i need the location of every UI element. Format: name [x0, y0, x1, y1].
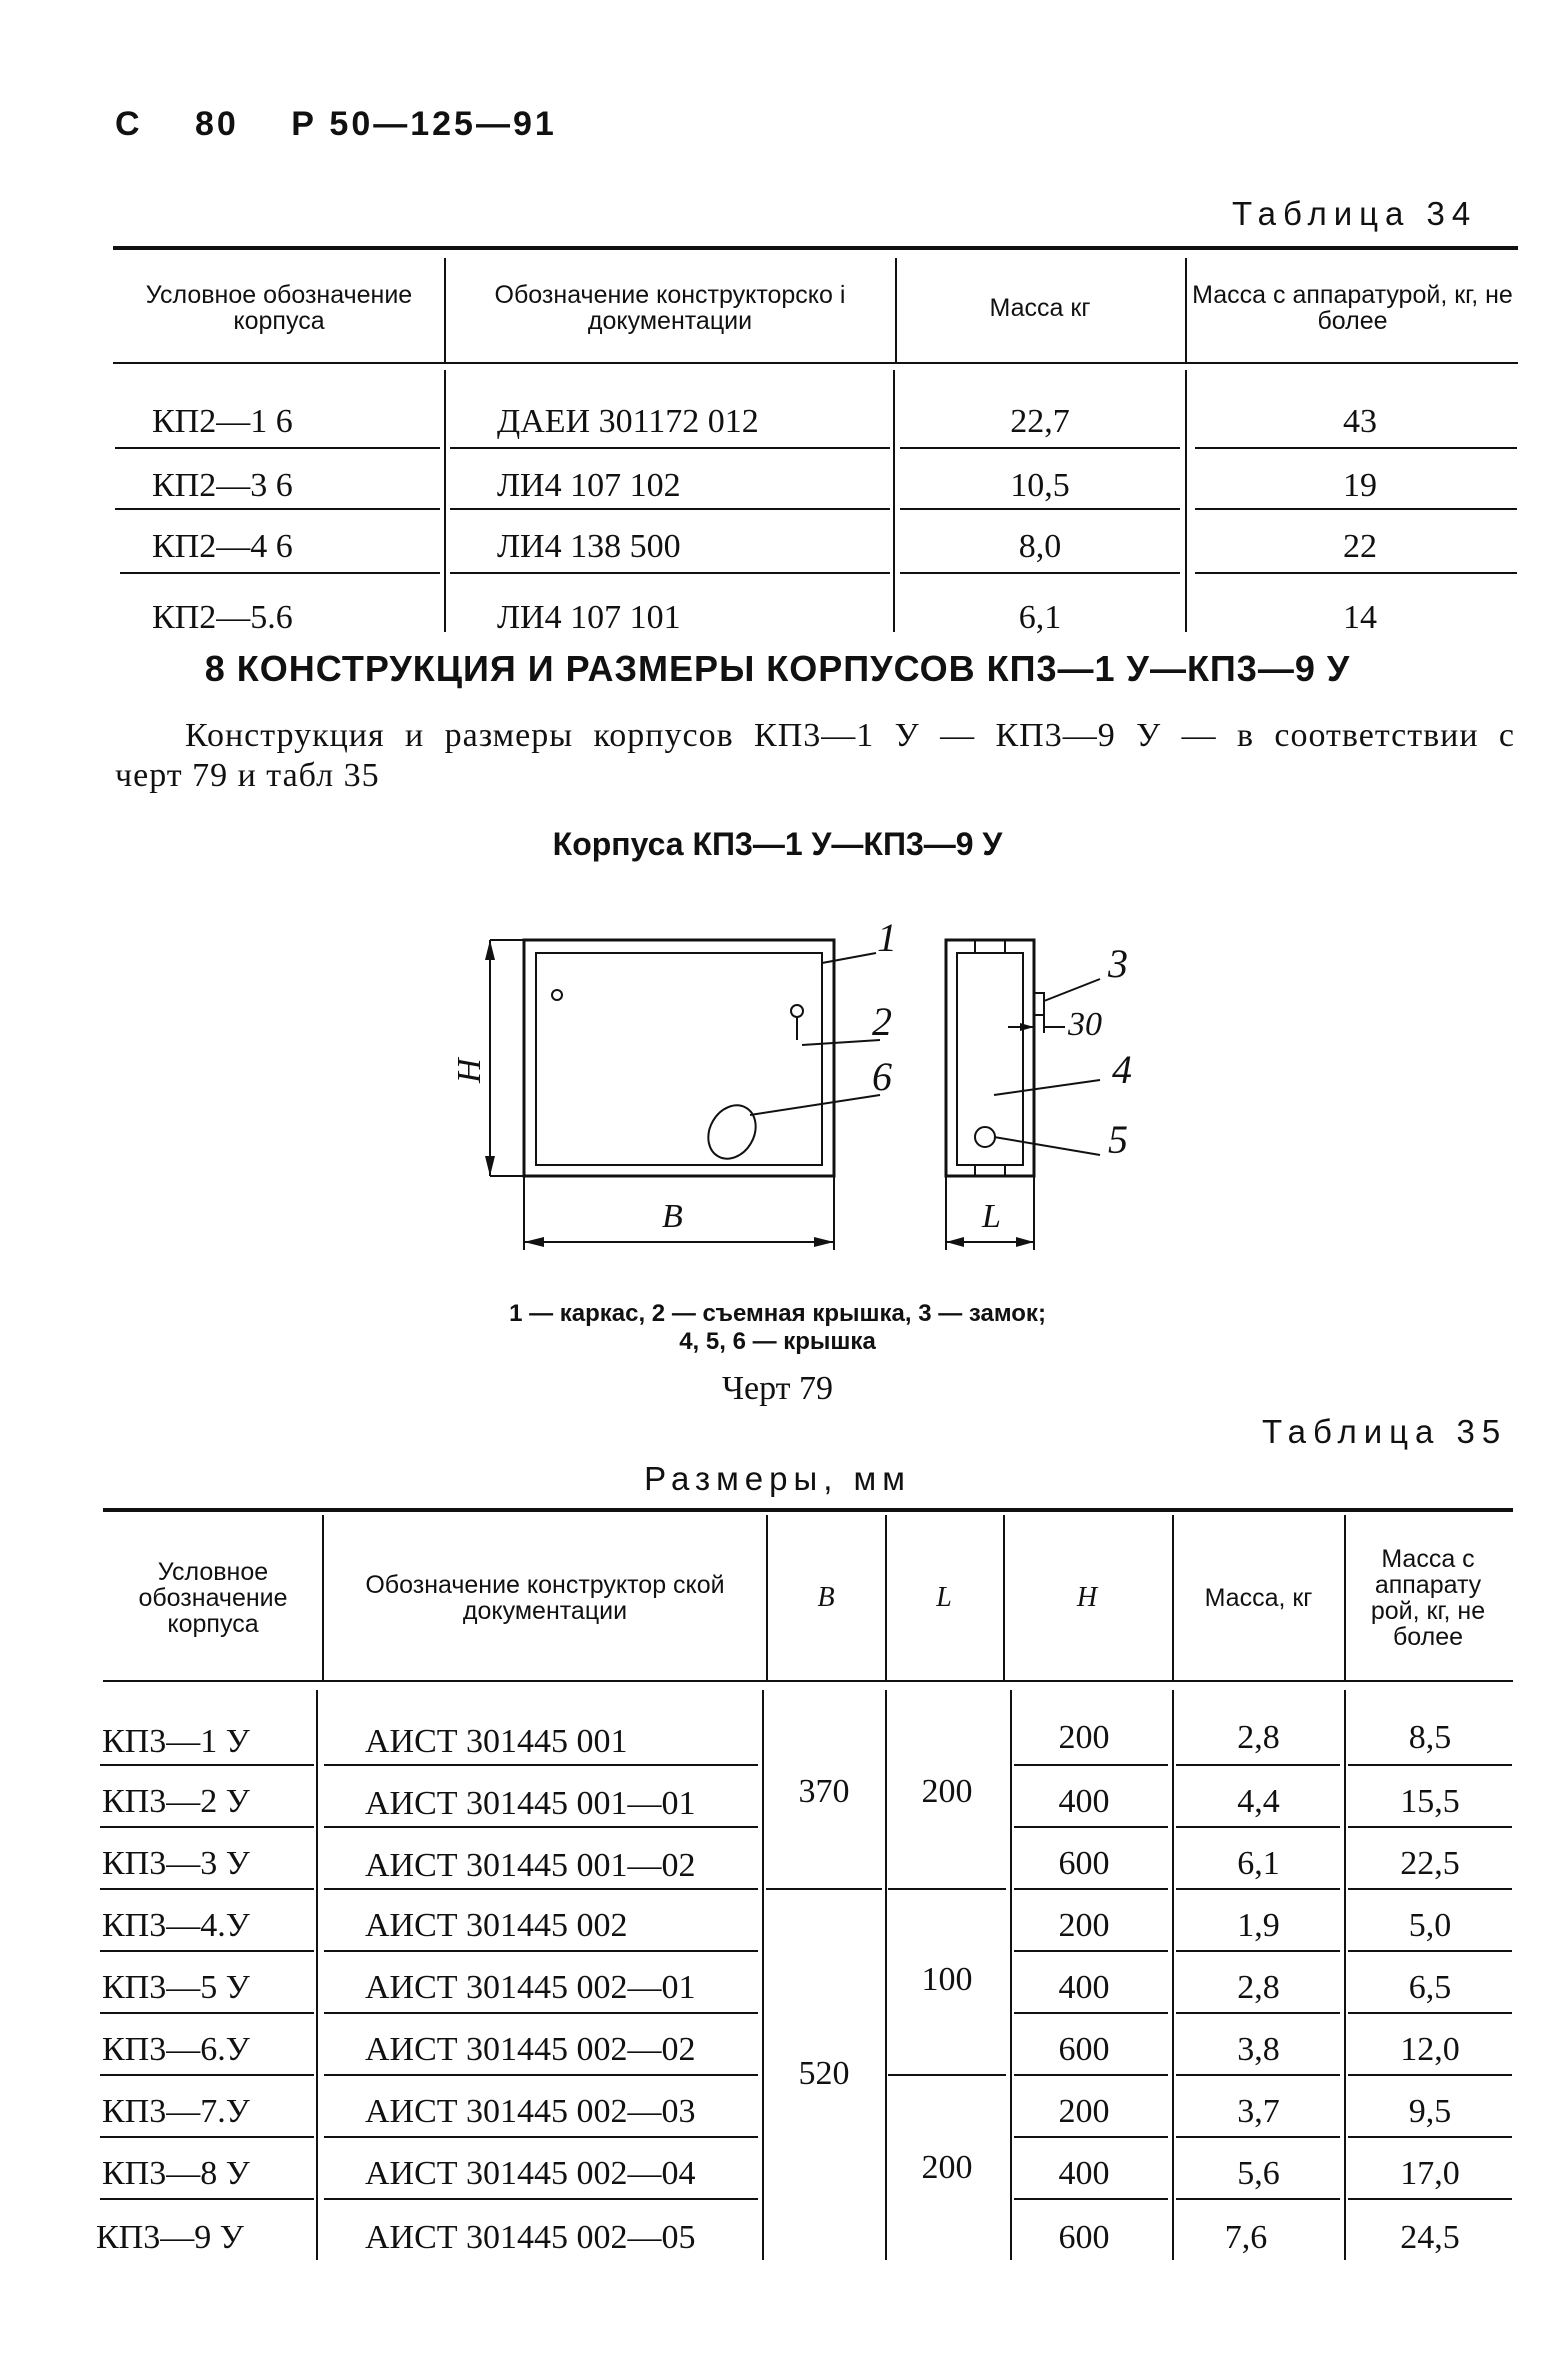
table34-cell: ДАЕИ 301172 012 [497, 403, 759, 440]
table35-row-rule [324, 1888, 758, 1890]
figure-caption: Черт 79 [721, 1370, 834, 1407]
table35-header-rule [103, 1680, 1513, 1682]
table35-vrule [885, 1690, 887, 2260]
table34-row-rule [1195, 447, 1517, 449]
table35-cell: 6,5 [1408, 1969, 1452, 2006]
table34-cell: ЛИ4 138 500 [497, 528, 681, 565]
table35-cell: 600 [1058, 2219, 1110, 2256]
table35-vrule [1344, 1690, 1346, 2260]
table35-cell: 4,4 [1237, 1783, 1280, 1820]
table35-cell: 24,5 [1400, 2219, 1460, 2256]
table35-row-rule [324, 2136, 758, 2138]
table34-cell: КП2—3 6 [152, 467, 293, 504]
table34-top-rule [113, 246, 1518, 250]
table35-cell: 3,7 [1237, 2093, 1280, 2130]
table35-header: Масса, кг [1204, 1583, 1313, 1612]
table34-row-rule [1195, 508, 1517, 510]
table35-row-rule [1014, 1764, 1168, 1766]
table35-row-rule [1176, 1826, 1340, 1828]
table35-row-rule [1014, 1888, 1168, 1890]
table35-cell: КП3—1 У [102, 1723, 250, 1760]
label-h: H [451, 1058, 488, 1083]
label-l: L [982, 1198, 1001, 1235]
table34-cell: 8,0 [1018, 528, 1062, 565]
table35-row-rule [1348, 1764, 1512, 1766]
table35-row-rule [766, 1888, 882, 1890]
table35-row-rule [1348, 1888, 1512, 1890]
table35-row-rule [100, 2198, 314, 2200]
table34-header: Условное обозначение корпуса [145, 281, 413, 335]
table34-vrule [1185, 370, 1187, 632]
cover-5-circle [975, 1127, 995, 1147]
table35-cell: АИСТ 301445 002 [365, 1907, 628, 1944]
table35-cell: КП3—9 У [96, 2219, 244, 2256]
header-page-number: 80 [195, 105, 239, 143]
table34-header-rule [113, 362, 1518, 364]
table35-caption: Таблица 35 [1262, 1413, 1508, 1450]
drawing-79 [440, 915, 1180, 1265]
label-6: 6 [872, 1054, 892, 1099]
label-3: 3 [1108, 941, 1128, 986]
cover-6-oval [699, 1097, 765, 1167]
table35-cell: КП3—6.У [102, 2031, 250, 2068]
table35-cell: АИСТ 301445 001 [365, 1723, 628, 1760]
table35-row-rule [100, 2074, 314, 2076]
table35-header: H [1076, 1581, 1098, 1613]
table35-row-rule [324, 1764, 758, 1766]
table35-cell: АИСТ 301445 002—05 [365, 2219, 696, 2256]
table34-cell: 19 [1343, 467, 1377, 504]
table35-cell: 400 [1058, 1783, 1110, 1820]
table35-cell: КП3—3 У [102, 1845, 250, 1882]
table34-cell: ЛИ4 107 102 [497, 467, 681, 504]
section-title: 8 КОНСТРУКЦИЯ И РАЗМЕРЫ КОРПУСОВ КП3—1 У—КП3—9 У [204, 648, 1351, 689]
table35-cell: АИСТ 301445 002—02 [365, 2031, 696, 2068]
table35-subtitle: Размеры, мм [644, 1460, 911, 1497]
table35-vrule [316, 1690, 318, 2260]
table35-vrule [322, 1515, 324, 1680]
table35-cell: 1,9 [1237, 1907, 1280, 1944]
table35-row-rule [100, 1950, 314, 1952]
table35-row-rule [1348, 1826, 1512, 1828]
table34-header: Масса кг [989, 294, 1091, 322]
table35-cell: 200 [1058, 2093, 1110, 2130]
table35-merged-b: 520 [798, 2055, 850, 2092]
table35-cell: КП3—4.У [102, 1907, 250, 1944]
table34-cell: 10,5 [1010, 467, 1070, 504]
table35-vrule [766, 1515, 768, 1680]
table35-cell: 400 [1058, 2155, 1110, 2192]
table35-cell: 200 [1058, 1907, 1110, 1944]
header-doc-number: Р 50—125—91 [291, 105, 557, 143]
table34-cell: КП2—4 6 [152, 528, 293, 565]
frame-outer [524, 940, 834, 1176]
table34-vrule [893, 370, 895, 632]
table35-merged-l: 100 [921, 1961, 973, 1998]
table35-row-rule [888, 1888, 1006, 1890]
table35-vrule [1003, 1515, 1005, 1680]
label-b: B [662, 1198, 683, 1235]
table34-vrule [444, 370, 446, 632]
table35-row-rule [1014, 1950, 1168, 1952]
table35-cell: 200 [1058, 1719, 1110, 1756]
table35-row-rule [324, 2198, 758, 2200]
table35-row-rule [1348, 1950, 1512, 1952]
table35-vrule [1172, 1515, 1174, 1680]
header-c: С [115, 105, 143, 143]
label-4: 4 [1112, 1047, 1132, 1092]
table35-row-rule [1176, 1888, 1340, 1890]
table35-cell: 7,6 [1224, 2219, 1268, 2256]
table35-cell: 9,5 [1408, 2093, 1452, 2130]
table34-row-rule [115, 508, 440, 510]
table35-cell: 600 [1058, 2031, 1110, 2068]
table35-cell: 22,5 [1400, 1845, 1460, 1882]
table35-top-rule [103, 1508, 1513, 1512]
table34-cell: 43 [1343, 403, 1377, 440]
table35-row-rule [1014, 1826, 1168, 1828]
table34-cell: 22,7 [1010, 403, 1070, 440]
table35-cell: 8,5 [1408, 1719, 1452, 1756]
table35-header: Обозначение конструктор ской документации [365, 1570, 725, 1625]
figure-legend-line2: 4, 5, 6 — крышка [679, 1328, 876, 1355]
table35-merged-l: 200 [921, 2149, 973, 2186]
table35-row-rule [1348, 2012, 1512, 2014]
figure-title: Корпуса КП3—1 У—КП3—9 У [552, 826, 1003, 862]
label-1: 1 [877, 915, 897, 960]
table34-row-rule [120, 572, 440, 574]
figure-legend-line1: 1 — каркас, 2 — съемная крышка, 3 — замок; [509, 1300, 1046, 1327]
table34-cell: КП2—1 6 [152, 403, 293, 440]
table34-caption: Таблица 34 [1232, 195, 1478, 232]
table35-row-rule [1176, 1764, 1340, 1766]
table35-merged-l: 200 [921, 1773, 973, 1810]
table35-cell: 3,8 [1237, 2031, 1280, 2068]
table35-cell: 15,5 [1400, 1783, 1460, 1820]
lock-icon [791, 1005, 803, 1017]
table35-row-rule [324, 2074, 758, 2076]
table35-vrule [1010, 1690, 1012, 2260]
table35-cell: АИСТ 301445 002—03 [365, 2093, 696, 2130]
table35-cell: АИСТ 301445 001—01 [365, 1785, 696, 1822]
table35-cell: АИСТ 301445 001—02 [365, 1847, 696, 1884]
table34-header: Обозначение конструкторско і документации [494, 281, 846, 335]
table34-cell: 22 [1343, 528, 1377, 565]
table34-row-rule [450, 508, 890, 510]
table35-row-rule [1014, 2136, 1168, 2138]
section-paragraph-line1: Конструкция и размеры корпусов КП3—1 У — КП3—9 У — в соответствии с [185, 717, 1515, 754]
table34-vrule [895, 258, 897, 362]
table35-row-rule [1014, 2074, 1168, 2076]
lock-icon [552, 990, 562, 1000]
table35-header: Условное обозначение корпуса [138, 1557, 288, 1638]
table34-row-rule [900, 508, 1180, 510]
table35-row-rule [324, 1826, 758, 1828]
table34-row-rule [115, 447, 440, 449]
table35-row-rule [1176, 1950, 1340, 1952]
table35-cell: 2,8 [1237, 1719, 1280, 1756]
table35-row-rule [1176, 2198, 1340, 2200]
table35-cell: 5,6 [1237, 2155, 1280, 2192]
table35-row-rule [1176, 2012, 1340, 2014]
table35-cell: 17,0 [1400, 2155, 1460, 2192]
table34-row-rule [450, 447, 890, 449]
table34-row-rule [1195, 572, 1517, 574]
table35-merged-b: 370 [798, 1773, 850, 1810]
table35-row-rule [1014, 2198, 1168, 2200]
table35-cell: КП3—8 У [102, 2155, 250, 2192]
table34-cell: 14 [1343, 599, 1377, 636]
label-2: 2 [872, 999, 892, 1044]
table35-cell: АИСТ 301445 002—01 [365, 1969, 696, 2006]
table35-cell: АИСТ 301445 002—04 [365, 2155, 696, 2192]
table35-cell: 6,1 [1237, 1845, 1280, 1882]
frame-inner [536, 953, 822, 1165]
table35-header: Масса с аппарату рой, кг, не более [1370, 1544, 1486, 1651]
table35-row-rule [100, 1888, 314, 1890]
table35-row-rule [324, 2012, 758, 2014]
table35-cell: 2,8 [1237, 1969, 1280, 2006]
table35-row-rule [324, 1950, 758, 1952]
table35-row-rule [1176, 2136, 1340, 2138]
table34-row-rule [450, 572, 890, 574]
table35-row-rule [1348, 2198, 1512, 2200]
table35-vrule [762, 1690, 764, 2260]
table34-cell: ЛИ4 107 101 [497, 599, 681, 636]
table35-row-rule [100, 2012, 314, 2014]
table34-cell: КП2—5.6 [152, 599, 293, 636]
table35-cell: 600 [1058, 1845, 1110, 1882]
label-5: 5 [1108, 1117, 1128, 1162]
table35-cell: 400 [1058, 1969, 1110, 2006]
table35-cell: 12,0 [1400, 2031, 1460, 2068]
table35-row-rule [100, 1764, 314, 1766]
table35-row-rule [1348, 2074, 1512, 2076]
table34-row-rule [900, 447, 1180, 449]
section-paragraph-line2: черт 79 и табл 35 [115, 757, 380, 794]
table35-cell: КП3—5 У [102, 1969, 250, 2006]
table35-row-rule [1348, 2136, 1512, 2138]
table34-cell: 6,1 [1018, 599, 1062, 636]
table35-row-rule [1014, 2012, 1168, 2014]
table35-header: B [817, 1581, 835, 1613]
table34-row-rule [900, 572, 1180, 574]
table35-row-rule [1176, 2074, 1340, 2076]
table35-cell: КП3—7.У [102, 2093, 250, 2130]
table34-header: Масса с аппаратурой, кг, не более [1192, 281, 1513, 335]
table35-row-rule [888, 2074, 1006, 2076]
table35-vrule [1344, 1515, 1346, 1680]
table34-vrule [444, 258, 446, 362]
label-30: 30 [1068, 1006, 1102, 1043]
table35-header: L [936, 1581, 952, 1613]
table35-cell: 5,0 [1408, 1907, 1452, 1944]
table35-vrule [1172, 1690, 1174, 2260]
table35-vrule [885, 1515, 887, 1680]
table35-row-rule [100, 1826, 314, 1828]
table35-cell: КП3—2 У [102, 1783, 250, 1820]
page-header [115, 105, 597, 144]
table35-row-rule [100, 2136, 314, 2138]
table34-vrule [1185, 258, 1187, 362]
